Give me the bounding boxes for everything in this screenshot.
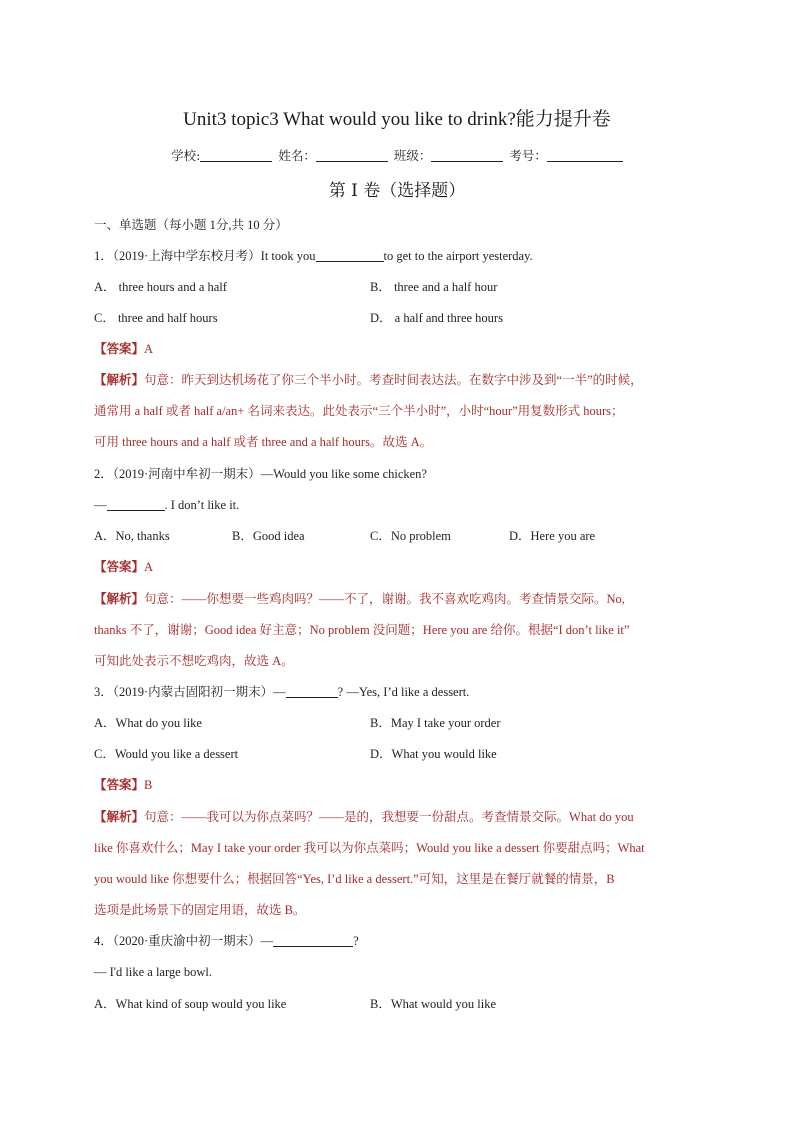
question-4-blank[interactable] xyxy=(273,934,353,947)
name-label: 姓名： xyxy=(278,148,316,163)
answer-label: 【答案】 xyxy=(94,560,145,574)
question-4-stem-reply: — I'd like a large bowl. xyxy=(94,965,212,979)
explanation-text: 句意：昨天到达机场花了你三个半小时。考查时间表达法。在数字中涉及到“一半”的时候， xyxy=(144,373,643,387)
question-1-option-b[interactable]: B． three and a half hour xyxy=(370,280,498,294)
question-1-option-c[interactable]: C． three and half hours xyxy=(94,311,218,325)
school-blank[interactable] xyxy=(200,149,272,162)
question-3-answer xyxy=(94,776,714,794)
class-blank[interactable] xyxy=(431,149,503,162)
question-2-stem-end: . I don’t like it. xyxy=(164,498,240,512)
question-1-option-d[interactable]: D． a half and three hours xyxy=(370,311,503,325)
question-2-stem: 2．（2019·河南中牟初一期末）—Would you like some chicken? xyxy=(94,467,427,481)
question-2-explanation-line-1 xyxy=(94,590,714,608)
question-2-explanation-line-2: thanks 不了，谢谢；Good idea 好主意；No problem 没问题；Here you are 给你。根据“I don’t like it” xyxy=(94,623,630,637)
question-1-explanation-line-2: 通常用 a half 或者 half a/an+ 名词来表达。此处表示“三个半小时”，小时“hour”用复数形式 hours； xyxy=(94,404,624,418)
question-3-option-b[interactable]: B．May I take your order xyxy=(370,716,501,730)
question-3-option-a[interactable]: A．What do you like xyxy=(94,716,202,730)
question-1-blank[interactable] xyxy=(316,249,384,262)
section-title: 第 I 卷（选择题） xyxy=(328,181,466,201)
explanation-text: 句意：——我可以为你点菜吗？——是的，我想要一份甜点。考查情景交际。What do you xyxy=(144,810,634,824)
question-3-stem-end: ? —Yes, I’d like a dessert. xyxy=(337,685,470,699)
question-1-answer xyxy=(94,340,714,358)
question-1-stem-end: to get to the airport yesterday. xyxy=(383,249,533,263)
question-1-stem-start: 1．（2019·上海中学东校月考）It took you xyxy=(94,249,316,263)
question-2-option-b[interactable]: B．Good idea xyxy=(232,529,305,543)
answer-value: A xyxy=(144,342,154,356)
answer-value: B xyxy=(144,778,153,792)
question-2-explanation-line-3: 可知此处表示不想吃鸡肉，故选 A。 xyxy=(94,654,294,668)
question-3-option-c[interactable]: C．Would you like a dessert xyxy=(94,747,239,761)
explanation-label: 【解析】 xyxy=(94,810,145,824)
student-info-row xyxy=(0,146,794,164)
question-1-explanation-line-3: 可用 three hours and a half 或者 three and a half hours。故选 A。 xyxy=(94,435,433,449)
explanation-text: 句意：——你想要一些鸡肉吗？——不了，谢谢。我不喜欢吃鸡肉。考查情景交际。No, xyxy=(144,592,625,606)
question-4-stem xyxy=(94,932,714,950)
question-1-option-a[interactable]: A． three hours and a half xyxy=(94,280,227,294)
question-4-option-b[interactable]: B．What would you like xyxy=(370,997,497,1011)
question-4-stem-end: ? xyxy=(353,934,359,948)
question-2-option-c[interactable]: C．No problem xyxy=(370,529,451,543)
question-4-option-a[interactable]: A．What kind of soup would you like xyxy=(94,997,287,1011)
question-3-explanation-line-2: like 你喜欢什么；May I take your order 我可以为你点菜吗；Would you like a dessert 你要甜点吗；What xyxy=(94,841,645,855)
question-2-answer xyxy=(94,558,714,576)
number-blank[interactable] xyxy=(547,149,623,162)
page-title: Unit3 topic3 What would you like to drink?能力提升卷 xyxy=(183,109,611,130)
question-2-blank[interactable] xyxy=(107,498,165,511)
question-3-explanation-line-4: 选项是此场景下的固定用语，故选 B。 xyxy=(94,903,306,917)
question-4-stem-start: 4．（2020·重庆渝中初一期末）— xyxy=(94,934,274,948)
answer-value: A xyxy=(144,560,154,574)
question-3-explanation-line-3: you would like 你想要什么；根据回答“Yes, I’d like a dessert.”可知，这里是在餐厅就餐的情景，B xyxy=(94,872,615,886)
explanation-label: 【解析】 xyxy=(94,373,145,387)
explanation-label: 【解析】 xyxy=(94,592,145,606)
question-1-explanation-line-1 xyxy=(94,371,714,389)
number-label: 考号： xyxy=(509,148,547,163)
question-3-blank[interactable] xyxy=(286,685,338,698)
question-3-explanation-line-1 xyxy=(94,808,714,826)
part-heading: 一、单选题（每小题 1分,共 10 分） xyxy=(94,218,288,232)
question-3-stem xyxy=(94,683,714,701)
question-2-stem-reply xyxy=(94,496,714,514)
class-label: 班级： xyxy=(393,148,432,163)
question-1-stem xyxy=(94,247,714,265)
name-blank[interactable] xyxy=(316,149,388,162)
answer-label: 【答案】 xyxy=(94,342,145,356)
question-3-stem-start: 3．（2019·内蒙古固阳初一期末）— xyxy=(94,685,286,699)
question-2-dash: — xyxy=(94,498,107,512)
school-label: 学校: xyxy=(171,148,201,163)
question-2-option-d[interactable]: D．Here you are xyxy=(509,529,596,543)
answer-label: 【答案】 xyxy=(94,778,145,792)
question-3-option-d[interactable]: D．What you would like xyxy=(370,747,497,761)
question-2-option-a[interactable]: A．No, thanks xyxy=(94,529,170,543)
